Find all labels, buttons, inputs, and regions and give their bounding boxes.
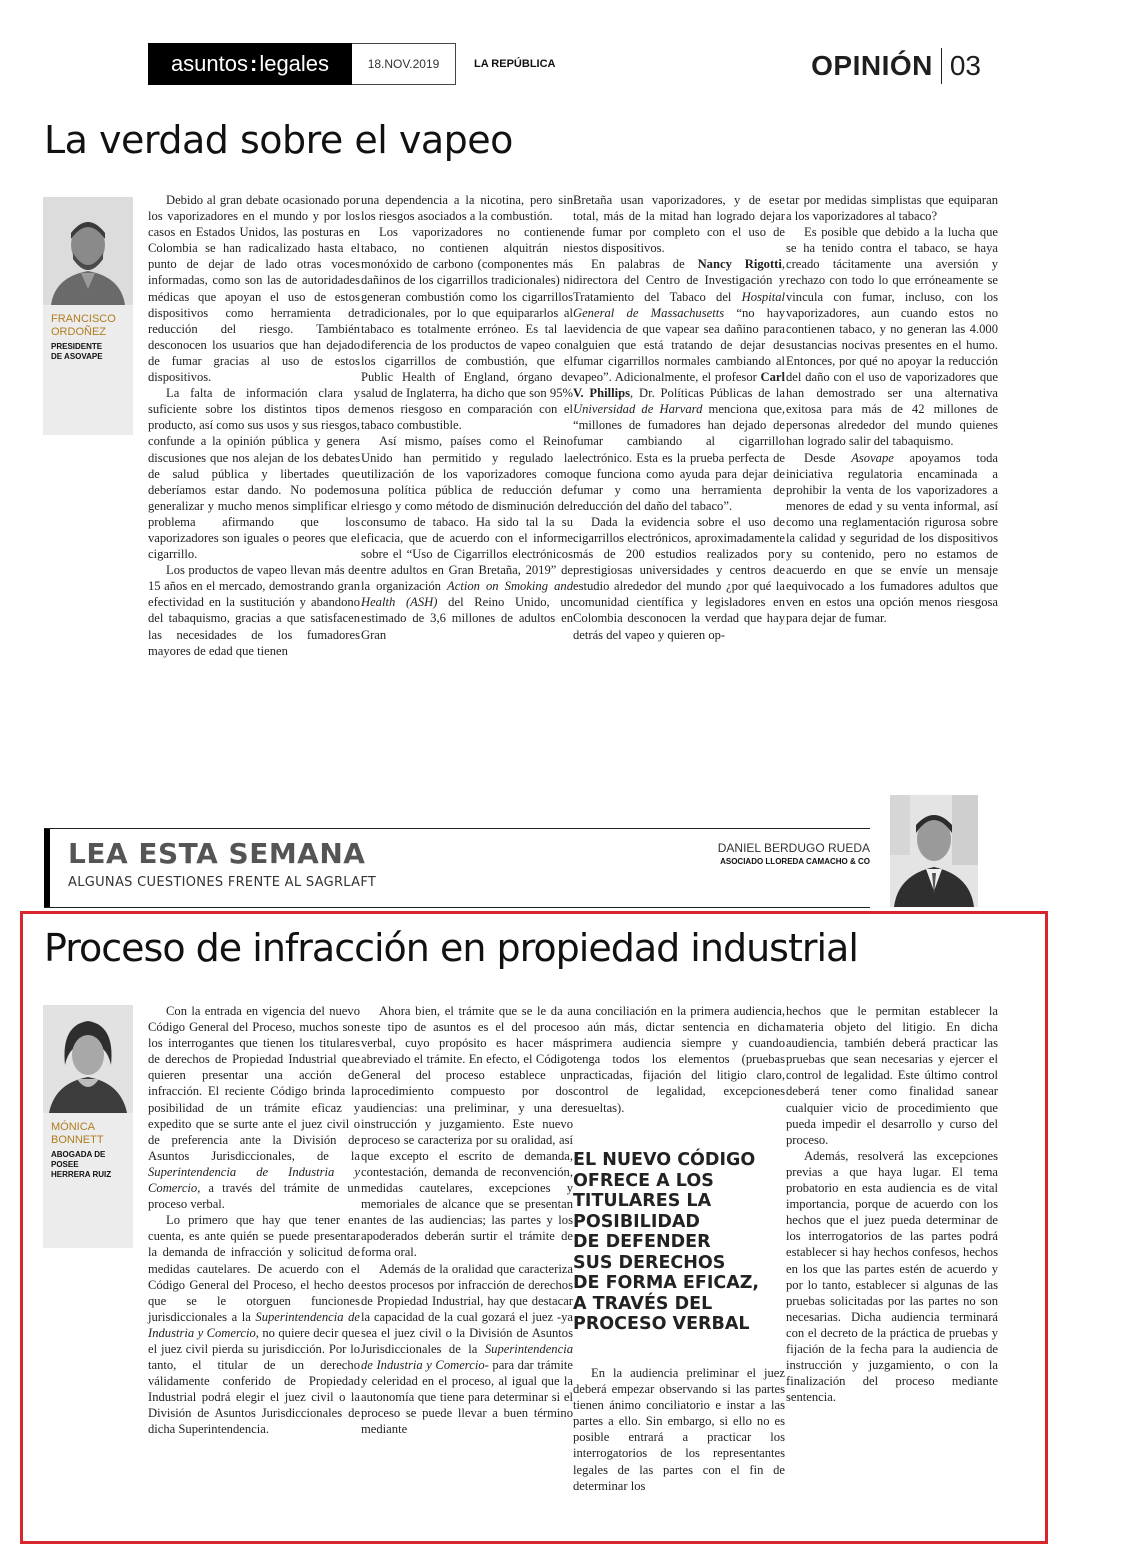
- paragraph: [148, 1003, 360, 1212]
- paragraph: [148, 1212, 360, 1437]
- text-run: del Reino Unido, un estimado de 3,6 millones de adultos en Gran: [361, 595, 573, 642]
- text-run: - para dar trámite y celeridad en el proceso, al igual que la autonomía que tiene para determinar si el proceso se puede llevar a buen término mediante: [361, 1358, 573, 1437]
- paragraph: Además, resolverá las excepciones previas a que haya lugar. El tema probatorio en esta audiencia es de vital importancia, porque de acuerdo con los hechos que el juez pueda determinar de los interrogatorios de las partes podrá establecer si hay hechos confesos, hechos en los que las partes estén de acuerdo y por lo tanto, establecer si algunas de las pruebas solicitadas por las partes no son necesarias. Dicha audiencia terminará con el decreto de la práctica de pruebas y fijación de la fecha para la audiencia de instrucción y juzgamiento, o con la finalización del proceso mediante sentencia.: [786, 1148, 998, 1405]
- institution-name: Superintendencia de Industria y Comercio: [148, 1309, 360, 1340]
- text-run: En palabras de: [591, 257, 698, 272]
- banner-accent-bar: [44, 829, 50, 907]
- text-run: , directora del Centro de Investigación y Tratamiento del Tabaco del: [573, 257, 786, 304]
- author-portrait-francisco: [43, 197, 133, 305]
- paragraph: hechos que le permitan establecer la materia objeto del litigio. En dicha audiencia, también deberá practicar las pruebas que sean necesarias y ejercer el control de legalidad. Este último control deberá tener como finalidad sanear cualquier vicio de procedimiento que pueda impedir el desarrollo y curso del proceso.: [786, 1004, 998, 1147]
- article1-author-box: [43, 197, 133, 435]
- paragraph: [361, 433, 573, 642]
- section-divider: [941, 48, 942, 84]
- paragraph: una conciliación en la primera audiencia, o aún más, dictar sentencia en dicha primera audiencia siempre y cuando tenga todos los elementos (pruebas practicadas, fijación del litigio claro, control de legalidad, excepciones resueltas).: [573, 1004, 785, 1115]
- text-run: Además de la oralidad que caracteriza estos procesos por infracción de derechos de Propiedad Industrial, hay que destacar la capacidad de la cual gozará el juez -ya sea el juez civil o la División de Asuntos Jurisdiccionales de la: [361, 1261, 573, 1356]
- text-run: Con la entrada en vigencia del nuevo Código General del Proceso, muchos son los interrogantes que tienen los titulares de derechos de Propiedad Industrial que quieren presentar una acción de infracción. El reciente Código brinda la posibilidad de un trámite eficaz y expedito que se surte ante el juez civil o de preferencia ante la División de Asuntos Jurisdiccionales, de la: [148, 1004, 360, 1163]
- article2-column-3a: [573, 1003, 785, 1116]
- brand-left: asuntos: [170, 51, 248, 76]
- article1-column-2: [361, 192, 573, 643]
- banner-subtitle: ALGUNAS CUESTIONES FRENTE AL SAGRLAFT: [68, 875, 377, 890]
- paragraph: una dependencia a la nicotina, pero sin los riesgos asociados a la combustión.: [361, 193, 573, 224]
- pull-quote: EL NUEVO CÓDIGO OFRECE A LOS TITULARES LA POSIBILIDAD DE DEFENDER SUS DERECHOS DE FORMA EFICAZ, A TRAVÉS DEL PROCESO VERBAL: [573, 1150, 760, 1334]
- text-run: , no quiere decir que el juez civil pierda su jurisdicción. Por lo tanto, el titular de un derecho válidamente conferido de Propiedad Industrial podrá elegir el juez civil o la División de Asuntos Jurisdiccionales de dicha Superintendencia.: [148, 1325, 360, 1437]
- banner-author-name: DANIEL BERDUGO RUEDA: [717, 841, 870, 855]
- paragraph: Dada la evidencia sobre el uso de cigarrillos electrónicos, aproximadamente más de 200 estudios realizados por prestigiosas universidades y centros de estudio alrededor del mundo ¿por qué la comunidad científica y legisladores en Colombia desconocen la verdad que hay detrás del vapeo y quieren op-: [573, 514, 785, 642]
- text-run: , a través del trámite de un proceso verbal.: [148, 1181, 360, 1212]
- article1-title: La verdad sobre el vapeo: [44, 118, 513, 162]
- person-name: Carl V. Phillips: [573, 370, 785, 401]
- brand-right: legales: [259, 51, 330, 76]
- paragraph: En la audiencia preliminar el juez deberá empezar observando si las partes tienen ánimo conciliatorio e instar a las partes a ello. Sin embargo, si ello no es posible entrará a practicar los interrogatorios de los representantes legales de las partes con el fin de determinar los: [573, 1366, 785, 1493]
- text-run: Así mismo, países como el Reino Unido han permitido y regulado la utilización de los vaporizadores como una política pública de reducción de riesgo y como método de disminución del consumo de tabaco. Ha sido tal la su eficacia, que de acuerdo con el informe sobre el “Uso de Cigarrillos electrónicos entre adultos en Gran Bretaña, 2019” de la organización: [361, 434, 573, 594]
- text-run: Lo primero que hay que tener en cuenta, es ante quién se puede presentar la demanda de infracción y solicitud de medidas cautelares. De acuerdo con el Código General del Proceso, el hecho de que se le otorguen funciones jurisdiccionales a la: [148, 1213, 360, 1324]
- lea-esta-semana-banner: [44, 828, 870, 908]
- text-run: “no hay evidencia de que vapear sea dañino para alguien que está tratando de dejar de fumar cigarrillos normales cambiando al vapeo”. Adicionalmente, el profesor: [573, 305, 785, 385]
- paragraph: La falta de información clara y suficiente sobre los distintos tipos de producto, así como sus usos y sus riesgos, confunde a la opinión pública y genera discusiones que nos alejan de los debates de salud pública y libertades que deberíamos estar dando. No podemos generalizar y mucho menos simplificar el problema afirmando que los vaporizadores son iguales o peores que el cigarrillo.: [148, 386, 360, 562]
- author-portrait-daniel: [890, 795, 978, 907]
- organization-name: Asovape: [851, 450, 894, 465]
- paragraph: tar por medidas simplistas que equiparan a los vaporizadores al tabaco?: [786, 193, 998, 224]
- institution-name: Hospital General de Massachusetts: [573, 289, 785, 320]
- publication-brand: [148, 43, 352, 85]
- article2-column-4: [786, 1003, 998, 1405]
- paragraph: Los vaporizadores no contienen tabaco, no contienen alquitrán ni monóxido de carbono (componentes más dañinos de los cigarrillos tradicionales) ni generan combustión como los cigarrillos tradicionales, por lo que equipararlos al tabaco es totalmente erróneo. Es tal la diferencia de los productos de vapeo con los cigarrillos de combustión, que el Public Health of England, órgano de salud de Inglaterra, ha dicho que son 95% menos riesgoso en comparación con el tabaco combustible.: [361, 225, 573, 433]
- article2-column-2: [361, 1003, 573, 1438]
- banner-title: LEA ESTA SEMANA: [68, 837, 366, 870]
- person-name: Nancy Rigotti: [697, 257, 782, 272]
- article1-author-role: PRESIDENTE DE ASOVAPE: [51, 342, 103, 361]
- page-number: 03: [949, 50, 981, 81]
- paragraph: Debido al gran debate ocasionado por los vaporizadores en el mundo y por los casos en Estados Unidos, las posturas en Colombia se han radicalizado hasta el punto de dejar de lado otras voces informadas, como son las de autoridades médicas que apoyan el uso de estos dispositivos como herramienta de reducción del riesgo. También desconocen los usuarios que han dejado de fumar gracias al uso de estos dispositivos.: [148, 193, 360, 385]
- issue-date: 18.NOV.2019: [352, 43, 456, 85]
- institution-name: Superintendencia de Industria y Comercio: [361, 1341, 573, 1373]
- paragraph: [786, 450, 998, 627]
- paragraph: [361, 1261, 573, 1438]
- article2-author-box: [43, 1005, 133, 1248]
- article2-column-1: [148, 1003, 360, 1438]
- article1-column-3: [573, 192, 785, 643]
- institution-name: Universidad de Harvard: [573, 402, 703, 417]
- text-run: menciona que, “millones de fumadores han dejado de fumar cambiando al cigarrillo electrónico. Esta es la prueba perfecta de que funciona como ayuda para dejar de fumar y como una herramienta de reducción del daño del tabaco”.: [573, 402, 785, 513]
- paragraph: Es posible que debido a la lucha que se ha tenido contra el tabaco, se haya creado tácitamente una aversión y rechazo con todo lo que erróneamente se vincula con fumar, incluso, con los vaporizadores, aun cuando estos no contienen tabaco, y no generan las 4.000 sustancias nocivas presentes en el humo. Entonces, por qué no apoyar la reducción del daño con el uso de vaporizadores que han demostrado ser una alternativa exitosa para más de 42 millones de personas alrededor del mundo quienes han logrado salir del tabaquismo.: [786, 225, 998, 449]
- brand-colon-glyph: :: [250, 51, 258, 76]
- article2-title: Proceso de infracción en propiedad industrial: [44, 926, 858, 970]
- text-run: Desde: [804, 450, 852, 465]
- paragraph: Ahora bien, el trámite que se le da a este tipo de asuntos es el del proceso verbal, cuyo propósito es hacer más abreviado el trámite. En efecto, el Código General del proceso establece un procedimiento compuesto por dos audiencias: una preliminar, y una de instrucción y juzgamiento. Este nuevo proceso se caracteriza por su oralidad, así que excepto el escrito de demanda, contestación, demanda de reconvención, medidas cautelares, excepciones y memoriales de alcance que se presentan antes de las audiencias; las partes y los apoderados deberán surtir el trámite de forma oral.: [361, 1004, 573, 1260]
- organization-name: Action on Smoking and Health (ASH): [361, 579, 573, 610]
- banner-author-role: ASOCIADO LLOREDA CAMACHO & CO: [720, 857, 870, 866]
- paragraph: Bretaña usan vaporizadores, y de ese total, más de la mitad han logrado dejar de fumar por completo con el uso de estos dispositivos.: [573, 193, 785, 256]
- article1-author-name: FRANCISCO ORDOÑEZ: [51, 313, 116, 338]
- article1-column-4: [786, 192, 998, 627]
- article2-author-role: ABOGADA DE POSEE HERRERA RUIZ: [51, 1150, 112, 1179]
- article2-author-name: MÓNICA BONNETT: [51, 1121, 104, 1146]
- section-name: OPINIÓN: [811, 50, 933, 81]
- article2-column-3b: [573, 1365, 785, 1494]
- section-label: [811, 48, 981, 84]
- text-run: , Dr. Políticas Públicas de la: [630, 386, 785, 401]
- institution-name: Superintendencia de Industria y Comercio: [148, 1164, 360, 1196]
- paragraph: [573, 256, 785, 514]
- newspaper-name: LA REPÚBLICA: [474, 58, 556, 70]
- text-run: apoyamos toda iniciativa regulatoria encaminada a prohibir la venta de los vaporizadores a menores de edad y su venta informal, así como una reglamentación rigurosa sobre la calidad y seguridad de los dispositivos y su contenido, pero no estamos de acuerdo en que se envíe un mensaje equivocado a los fumadores adultos que ven en estos una opción menos riesgosa para dejar de fumar.: [786, 450, 999, 626]
- author-portrait-monica: [43, 1005, 133, 1113]
- article1-column-1: [148, 192, 360, 659]
- paragraph: Los productos de vapeo llevan más de 15 años en el mercado, demostrando gran efectividad en la sustitución y abandono del tabaquismo, gracias a que satisfacen las necesidades de los fumadores mayores de edad que tienen: [148, 563, 360, 658]
